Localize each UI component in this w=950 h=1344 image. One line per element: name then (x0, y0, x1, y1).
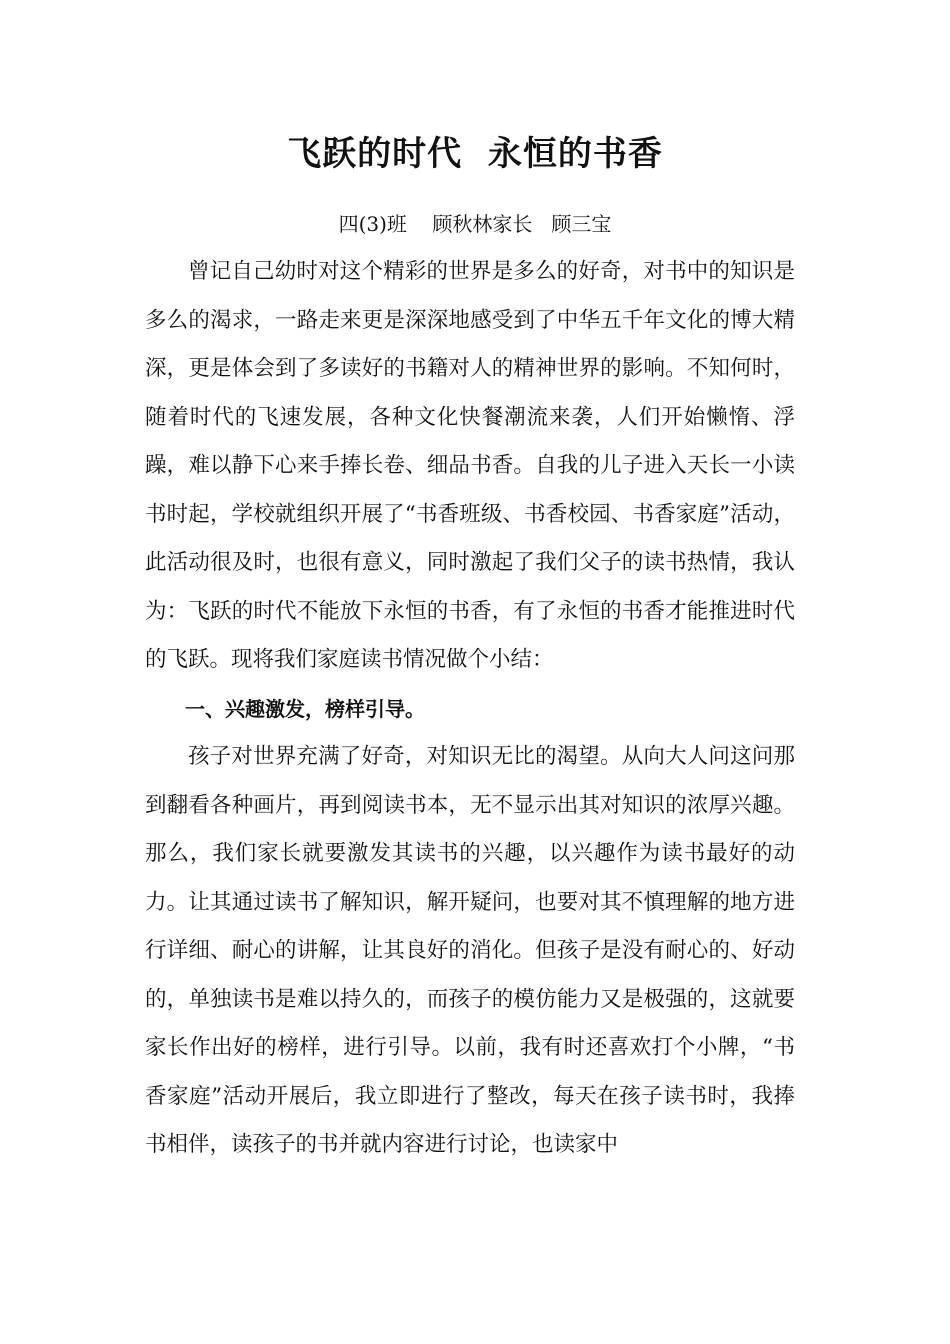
intro-paragraph: 曾记自己幼时对这个精彩的世界是多么的好奇，对书中的知识是多么的渴求，一路走来更是深深地感受到了中华五千年文化的博大精深，更是体会到了多读好的书籍对人的精神世界的影响。不知何时，随着时代的飞速发展，各种文化快餐潮流来袭，人们开始懒惰、浮躁，难以静下心来手捧长卷、细品书香。自我的儿子进入天长一小读书时起，学校就组织开展了“书香班级、书香校园、书香家庭”活动，此活动很及时，也很有意义，同时激起了我们父子的读书热情，我认为：飞跃的时代不能放下永恒的书香，有了永恒的书香才能推进时代的飞跃。现将我们家庭读书情况做个小结： (145, 259, 795, 672)
section-paragraph: 孩子对世界充满了好奇，对知识无比的渴望。从向大人问这问那到翻看各种画片，再到阅读书本，无不显示出其对知识的浓厚兴趣。那么，我们家长就要激发其读书的兴趣，以兴趣作为读书最好的动力。让其通过读书了解知识，解开疑问，也要对其不慎理解的地方进行详细、耐心的讲解，让其良好的消化。但孩子是没有耐心的、好动的，单独读书是难以持久的，而孩子的模仿能力又是极强的，这就要家长作出好的榜样，进行引导。以前，我有时还喜欢打个小牌，“书香家庭”活动开展后，我立即进行了整改，每天在孩子读书时，我捧书相伴，读孩子的书并就内容进行讨论，也读家中 (145, 744, 795, 1157)
section-heading: 一、兴趣激发，榜样引导。 (185, 696, 425, 721)
document-body (145, 248, 795, 1170)
author-byline: 四(3)班 顾秋林家长 顾三宝 (338, 212, 612, 236)
document-title: 飞跃的时代 永恒的书香 (287, 134, 663, 174)
